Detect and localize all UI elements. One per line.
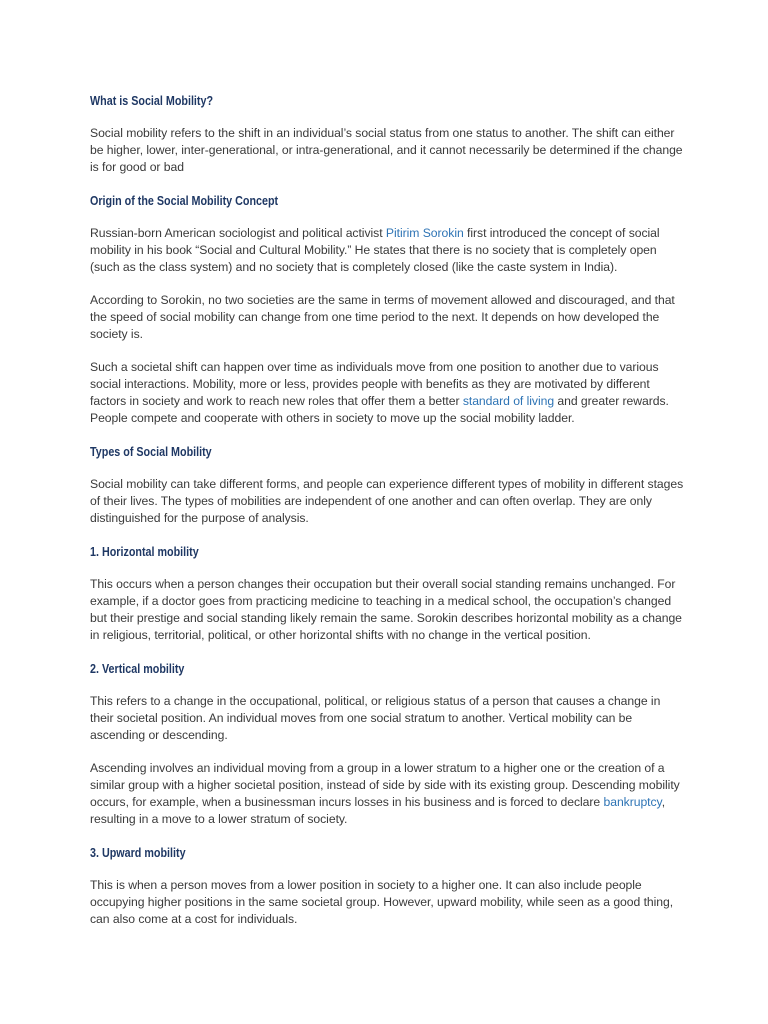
heading-types: Types of Social Mobility bbox=[90, 445, 212, 459]
paragraph-definition: Social mobility refers to the shift in an individual’s social status from one status to another. The shift can either be higher, lower, inter-generational, or intra-generational, and it cannot necessarily be determined if the change is for good or bad bbox=[90, 126, 683, 174]
heading-horizontal-mobility: 1. Horizontal mobility bbox=[90, 545, 199, 559]
heading-origin: Origin of the Social Mobility Concept bbox=[90, 194, 279, 208]
heading-vertical-mobility: 2. Vertical mobility bbox=[90, 662, 185, 676]
paragraph-origin-sorokin bbox=[90, 225, 685, 276]
text-segment: first introduced the concept of social mobility in his book “Social and Cultural Mobility.” He states that there is no society that is completely open (such as the class system) and no society that is completely closed (like the caste system in India). bbox=[90, 226, 660, 274]
paragraph-origin-shift bbox=[90, 359, 685, 427]
paragraph-origin-societies: According to Sorokin, no two societies are the same in terms of movement allowed and discouraged, and that the speed of social mobility can change from one time period to the next. It depends on how developed the society is. bbox=[90, 293, 675, 341]
link-pitirim-sorokin[interactable]: Pitirim Sorokin bbox=[385, 226, 464, 240]
paragraph-vertical-ascending bbox=[90, 760, 685, 828]
link-standard-of-living[interactable]: standard of living bbox=[462, 394, 555, 408]
text-segment: Ascending involves an individual moving from a group in a lower stratum to a higher one or the creation of a similar group with a higher societal position, instead of side by side with its existing group. Descending mobility occurs, for example, when a businessman incurs losses in his business and is forced to declare bbox=[90, 761, 680, 809]
text-segment: and greater rewards. People compete and cooperate with others in society to move up the social mobility ladder. bbox=[90, 394, 669, 425]
link-bankruptcy[interactable]: bankruptcy bbox=[603, 795, 662, 809]
text-segment: Such a societal shift can happen over time as individuals move from one position to another due to various social interactions. Mobility, more or less, provides people with benefits as they are motivated by different factors in society and work to reach new roles that offer them a better bbox=[90, 360, 659, 408]
paragraph-upward: This is when a person moves from a lower position in society to a higher one. It can also include people occupying higher positions in the same societal group. However, upward mobility, while seen as a good thing, can also come at a cost for individuals. bbox=[90, 878, 674, 926]
paragraph-horizontal: This occurs when a person changes their occupation but their overall social standing remains unchanged. For example, if a doctor goes from practicing medicine to teaching in a medical school, the occupation’s changed but their prestige and social standing likely remain the same. Sorokin describes horizontal mobility as a change in religious, territorial, political, or other horizontal shifts with no change in the vertical position. bbox=[90, 577, 682, 642]
document-page bbox=[90, 92, 685, 944]
heading-upward-mobility: 3. Upward mobility bbox=[90, 846, 186, 860]
paragraph-types: Social mobility can take different forms, and people can experience different types of mobility in different stages of their lives. The types of mobilities are independent of one another and can often overlap. They are only distinguished for the purpose of analysis. bbox=[90, 477, 684, 525]
text-segment: , resulting in a move to a lower stratum of society. bbox=[90, 795, 666, 826]
heading-what-is-social-mobility: What is Social Mobility? bbox=[90, 94, 214, 108]
text-segment: Russian-born American sociologist and political activist bbox=[90, 226, 386, 240]
paragraph-vertical: This refers to a change in the occupational, political, or religious status of a person that causes a change in their societal position. An individual moves from one social stratum to another. Vertical mobility can be ascending or descending. bbox=[90, 694, 661, 742]
